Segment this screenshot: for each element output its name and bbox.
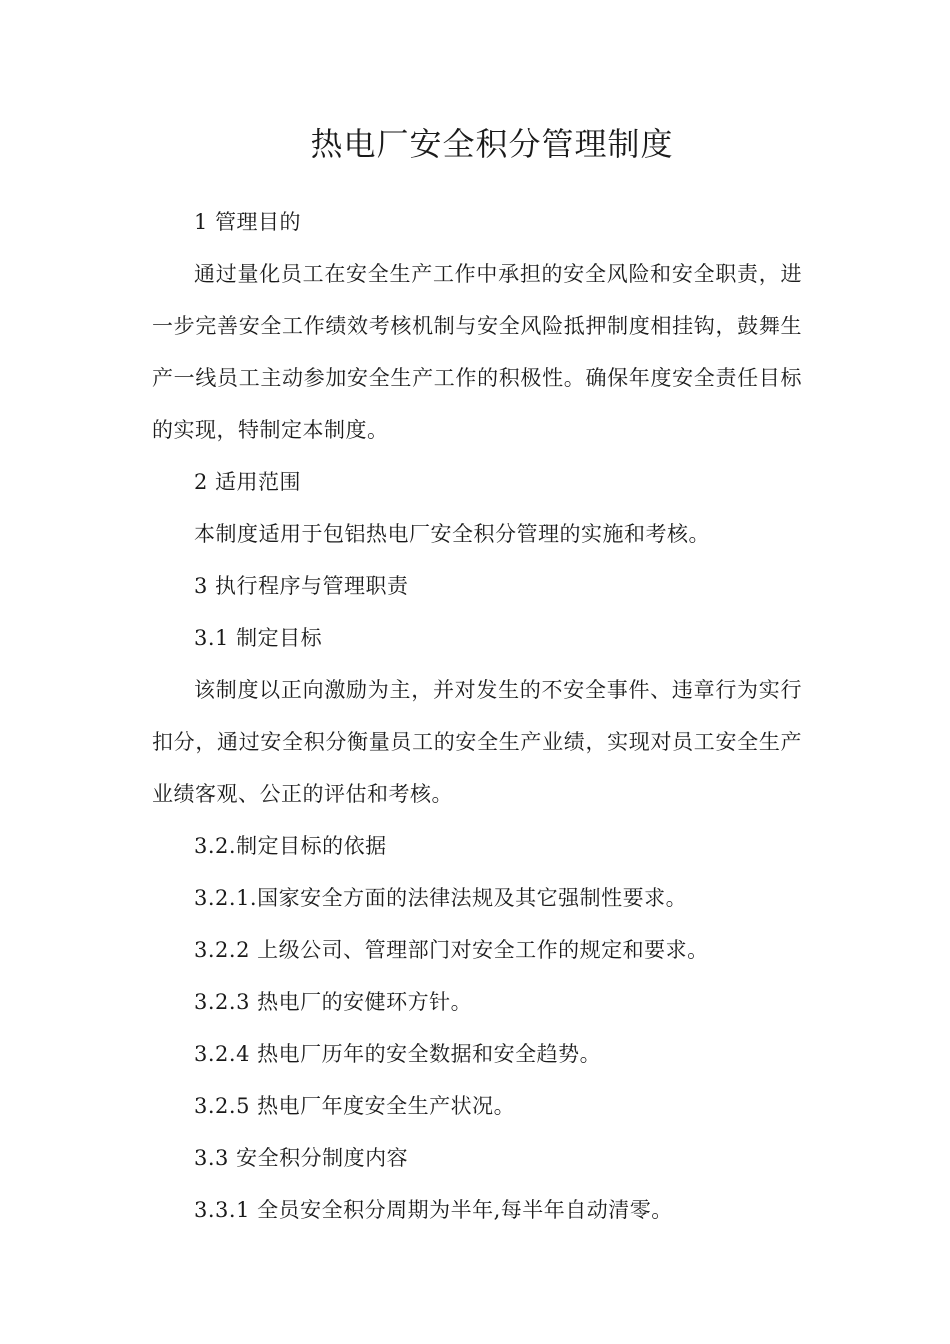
paragraph-scope: 本制度适用于包铝热电厂安全积分管理的实施和考核。: [194, 522, 710, 546]
section-heading-3-1: 3.1 制定目标: [194, 626, 323, 650]
list-item-3-2-2: 3.2.2 上级公司、管理部门对安全工作的规定和要求。: [194, 938, 709, 962]
list-item-3-2-4: 3.2.4 热电厂历年的安全数据和安全趋势。: [194, 1042, 602, 1066]
section-heading-scope: 2 适用范围: [194, 470, 302, 494]
section-heading-3-3: 3.3 安全积分制度内容: [194, 1146, 409, 1170]
paragraph-3-1: 该制度以正向激励为主，并对发生的不安全事件、违章行为实行扣分，通过安全积分衡量员工的安全生产业绩，实现对员工安全生产业绩客观、公正的评估和考核。: [152, 678, 802, 806]
list-item-3-2-5: 3.2.5 热电厂年度安全生产状况。: [194, 1094, 516, 1118]
section-heading-procedure: 3 执行程序与管理职责: [194, 574, 409, 598]
document-body: [152, 196, 802, 1236]
paragraph-purpose: 通过量化员工在安全生产工作中承担的安全风险和安全职责，进一步完善安全工作绩效考核机制与安全风险抵押制度相挂钩，鼓舞生产一线员工主动参加安全生产工作的积极性。确保年度安全责任目标的实现，特制定本制度。: [152, 262, 802, 442]
section-heading-purpose: 1 管理目的: [194, 210, 302, 234]
document-title: 热电厂安全积分管理制度: [310, 125, 674, 163]
section-heading-3-2: 3.2.制定目标的依据: [194, 834, 387, 858]
list-item-3-2-1: 3.2.1.国家安全方面的法律法规及其它强制性要求。: [194, 886, 688, 910]
list-item-3-2-3: 3.2.3 热电厂的安健环方针。: [194, 990, 473, 1014]
list-item-3-3-1: 3.3.1 全员安全积分周期为半年,每半年自动清零。: [194, 1198, 673, 1222]
